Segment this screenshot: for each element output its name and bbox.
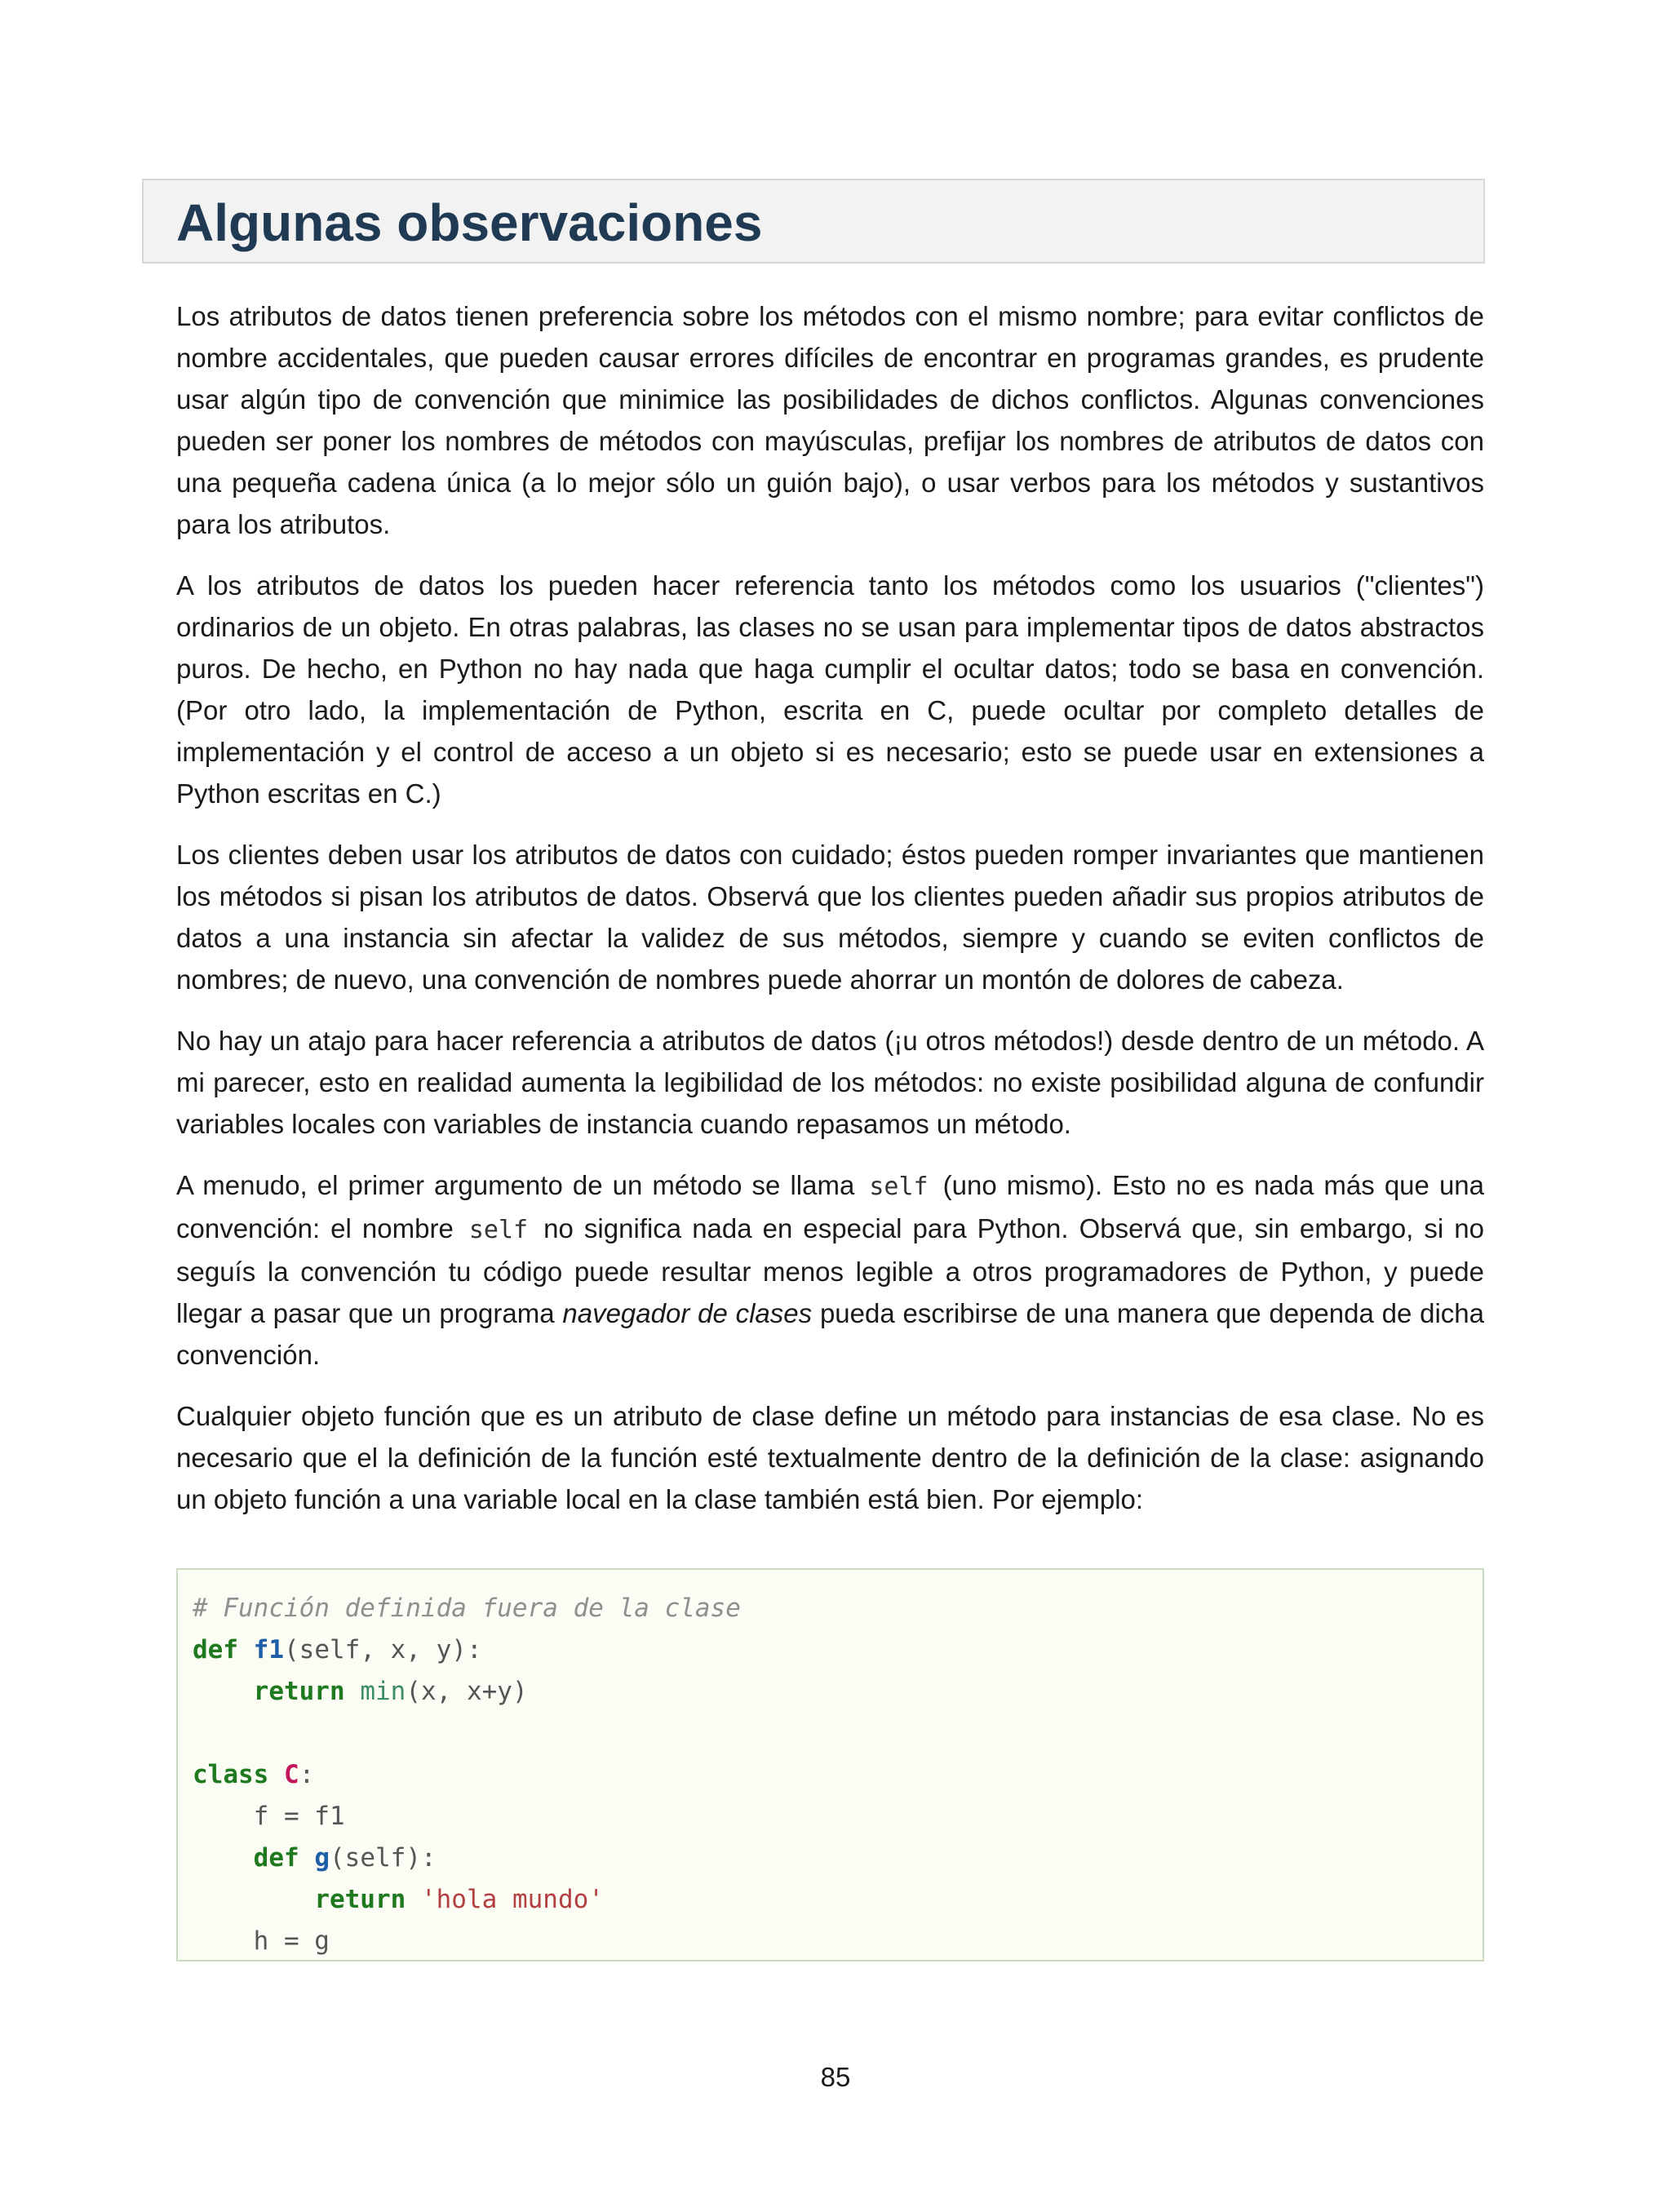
code-keyword-def: def <box>193 1635 238 1665</box>
code-builtin-min: min <box>360 1677 406 1706</box>
paragraph-5-text-3: no significa nada en especial para Python. Observá que, sin embargo, si no seguís la convención tu código puede resultar menos legible a otros programadores de Python, y puede llegar a pasar que un programa <box>176 1213 1484 1328</box>
paragraph-2: A los atributos de datos los pueden hacer referencia tanto los métodos como los usuarios ("clientes") ordinarios de un objeto. En otras palabras, las clases no se usan para implementar tipos de datos abstractos puros. De hecho, en Python no hay nada que haga cumplir el ocultar datos; todo se basa en convención. (Por otro lado, la implementación de Python, escrita en C, puede ocultar por completo detalles de implementación y el control de acceso a un objeto si es necesario; esto se puede usar en extensiones a Python escritas en C.) <box>176 570 1484 809</box>
body-text <box>176 295 1484 1532</box>
code-class-name: C <box>284 1760 299 1789</box>
code-comment: # Función definida fuera de la clase <box>193 1594 741 1623</box>
paragraph-5-text-2: (uno mismo). Esto no es nada más que una convención: el nombre <box>176 1170 1484 1243</box>
code-params-f1: (self, x, y): <box>284 1635 482 1665</box>
section-title: Algunas observaciones <box>176 193 763 252</box>
inline-code-self-1: self <box>869 1172 929 1201</box>
page-number: 85 <box>820 2062 851 2092</box>
code-keyword-def-g: def <box>253 1843 299 1873</box>
code-pre <box>193 1588 1468 1962</box>
code-class-colon: : <box>299 1760 315 1789</box>
paragraph-4: No hay un atajo para hacer referencia a atributos de datos (¡u otros métodos!) desde dentro de un método. A mi parecer, esto en realidad aumenta la legibilidad de los métodos: no existe posibilidad alguna de confundir variables locales con variables de instancia cuando repasamos un método. <box>176 1026 1484 1139</box>
paragraph-3: Los clientes deben usar los atributos de datos con cuidado; éstos pueden romper invariantes que mantienen los métodos si pisan los atributos de datos. Observá que los clientes pueden añadir sus propios atributos de datos a una instancia sin afectar la validez de sus métodos, siempre y cuando se eviten conflictos de nombres; de nuevo, una convención de nombres puede ahorrar un montón de dolores de cabeza. <box>176 840 1484 995</box>
paragraph-5-text-1: A menudo, el primer argumento de un método se llama <box>176 1170 865 1200</box>
section-heading-box <box>142 179 1485 264</box>
code-min-args: (x, x+y) <box>406 1677 528 1706</box>
code-example <box>176 1568 1484 1962</box>
code-string-hola: 'hola mundo' <box>420 1885 604 1914</box>
paragraph-5 <box>176 1164 1484 1376</box>
paragraph-6: Cualquier objeto función que es un atributo de clase define un método para instancias de esa clase. No es necesario que el la definición de la función esté textualmente dentro de la definición de la clase: asignando un objeto función a una variable local en la clase también está bien. Por ejemplo: <box>176 1401 1484 1514</box>
code-params-g: (self): <box>330 1843 437 1873</box>
code-keyword-class: class <box>193 1760 269 1789</box>
code-assign-h: h = g <box>253 1926 330 1956</box>
code-assign-f: f = f1 <box>253 1802 345 1831</box>
paragraph-5-text-4: pueda escribirse de una manera que dependa de dicha convención. <box>176 1298 1485 1370</box>
code-function-g: g <box>314 1843 330 1873</box>
emphasis-class-browser: navegador de clases <box>562 1298 813 1328</box>
code-keyword-return-g: return <box>314 1885 406 1914</box>
inline-code-self-2: self <box>468 1216 529 1244</box>
code-keyword-return: return <box>253 1677 345 1706</box>
paragraph-1: Los atributos de datos tienen preferencia sobre los métodos con el mismo nombre; para evitar conflictos de nombre accidentales, que pueden causar errores difíciles de encontrar en programas grandes, es prudente usar algún tipo de convención que minimice las posibilidades de dichos conflictos. Algunas convenciones pueden ser poner los nombres de métodos con mayúsculas, prefijar los nombres de atributos de datos con una pequeña cadena única (a lo mejor sólo un guión bajo), o usar verbos para los métodos y sustantivos para los atributos. <box>176 301 1484 539</box>
code-function-f1: f1 <box>253 1635 284 1665</box>
